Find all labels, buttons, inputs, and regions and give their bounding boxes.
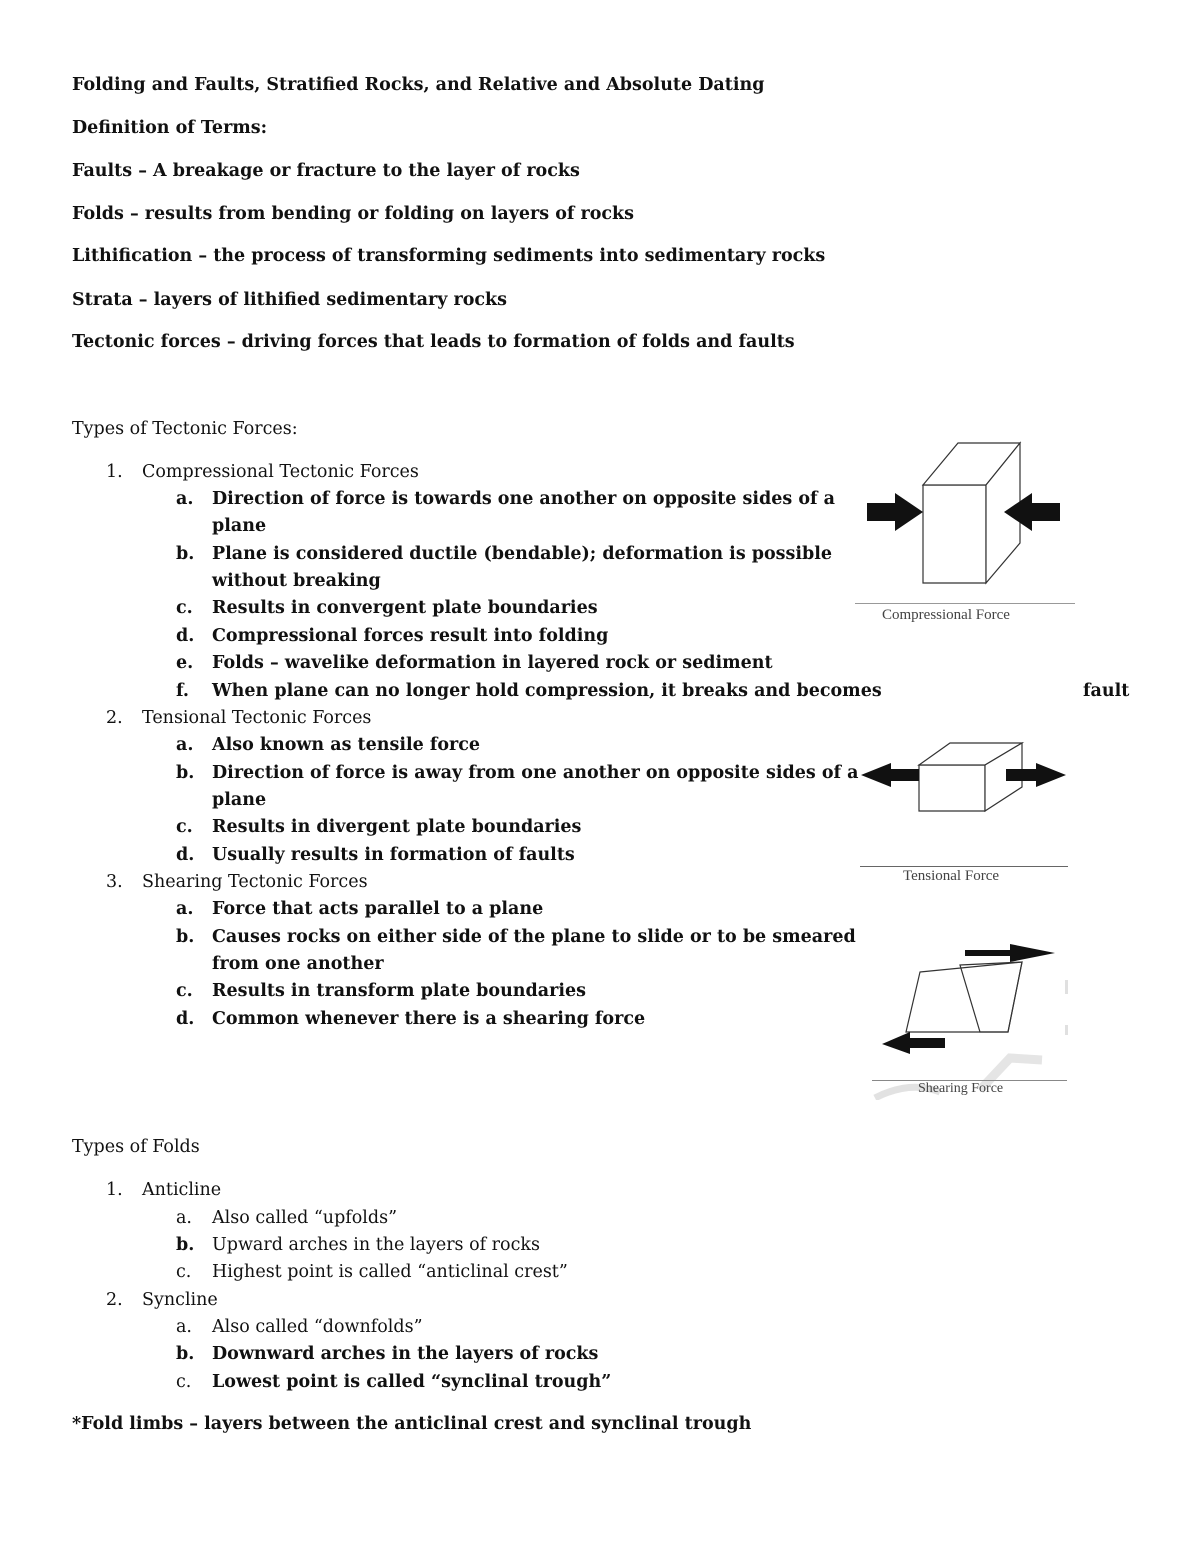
fold-label-syncline: Syncline bbox=[142, 1290, 218, 1310]
definition-folds: Folds – results from bending or folding on layers of rocks bbox=[72, 204, 635, 224]
list-letter: a. bbox=[176, 489, 194, 509]
fold-label-anticline: Anticline bbox=[142, 1180, 222, 1200]
list-item-continued: plane bbox=[212, 790, 267, 810]
list-letter: d. bbox=[176, 626, 195, 646]
list-letter: a. bbox=[176, 1208, 192, 1228]
list-item: Plane is considered ductile (bendable); deformation is possible bbox=[212, 544, 833, 564]
list-item: Results in transform plate boundaries bbox=[212, 981, 586, 1001]
folds-heading: Types of Folds bbox=[72, 1137, 200, 1157]
list-letter: c. bbox=[176, 981, 193, 1001]
force-number: 1. bbox=[106, 462, 123, 482]
list-item: Also known as tensile force bbox=[212, 735, 481, 755]
page-title: Folding and Faults, Stratified Rocks, and Relative and Absolute Dating bbox=[72, 75, 765, 95]
definition-lithification: Lithification – the process of transforming sediments into sedimentary rocks bbox=[72, 246, 826, 266]
list-item: Results in divergent plate boundaries bbox=[212, 817, 582, 837]
list-letter: f. bbox=[176, 681, 189, 701]
force-label-compressional: Compressional Tectonic Forces bbox=[142, 462, 419, 482]
list-letter: c. bbox=[176, 598, 193, 618]
list-item: Causes rocks on either side of the plane to slide or to be smeared bbox=[212, 927, 856, 947]
list-item-trailing-word: fault bbox=[1083, 681, 1130, 701]
fold-number: 1. bbox=[106, 1180, 123, 1200]
list-item: Compressional forces result into folding bbox=[212, 626, 609, 646]
list-item: Also called “upfolds” bbox=[212, 1208, 398, 1228]
footnote: *Fold limbs – layers between the anticlinal crest and synclinal trough bbox=[72, 1414, 752, 1434]
list-item: Lowest point is called “synclinal trough” bbox=[212, 1372, 612, 1392]
definition-faults: Faults – A breakage or fracture to the layer of rocks bbox=[72, 161, 580, 181]
list-letter: b. bbox=[176, 1344, 195, 1364]
compressional-force-caption: Compressional Force bbox=[882, 607, 1010, 623]
forces-heading: Types of Tectonic Forces: bbox=[72, 419, 298, 439]
force-label-tensional: Tensional Tectonic Forces bbox=[142, 708, 372, 728]
list-item: Force that acts parallel to a plane bbox=[212, 899, 544, 919]
list-item: When plane can no longer hold compression, it breaks and becomes bbox=[212, 681, 882, 701]
list-item: Downward arches in the layers of rocks bbox=[212, 1344, 599, 1364]
force-label-shearing: Shearing Tectonic Forces bbox=[142, 872, 368, 892]
list-item: Results in convergent plate boundaries bbox=[212, 598, 598, 618]
list-letter: c. bbox=[176, 817, 193, 837]
compressional-force-figure bbox=[855, 435, 1080, 595]
list-item: Folds – wavelike deformation in layered rock or sediment bbox=[212, 653, 773, 673]
definition-strata: Strata – layers of lithified sedimentary rocks bbox=[72, 290, 507, 310]
list-letter: b. bbox=[176, 1235, 195, 1255]
force-number: 3. bbox=[106, 872, 123, 892]
list-letter: b. bbox=[176, 763, 195, 783]
list-letter: c. bbox=[176, 1372, 192, 1392]
list-letter: d. bbox=[176, 1009, 195, 1029]
list-item: Also called “downfolds” bbox=[212, 1317, 423, 1337]
list-item: Usually results in formation of faults bbox=[212, 845, 575, 865]
definitions-heading: Definition of Terms: bbox=[72, 118, 268, 138]
force-number: 2. bbox=[106, 708, 123, 728]
list-item-continued: without breaking bbox=[212, 571, 381, 591]
list-item: Common whenever there is a shearing force bbox=[212, 1009, 646, 1029]
list-letter: c. bbox=[176, 1262, 192, 1282]
tensional-force-figure bbox=[855, 735, 1075, 820]
list-letter: b. bbox=[176, 544, 195, 564]
list-item: Direction of force is away from one another on opposite sides of a bbox=[212, 763, 859, 783]
figure-rule bbox=[855, 603, 1075, 604]
list-item-continued: plane bbox=[212, 516, 267, 536]
list-letter: a. bbox=[176, 1317, 192, 1337]
figure-rule bbox=[860, 866, 1068, 867]
list-item: Upward arches in the layers of rocks bbox=[212, 1235, 540, 1255]
fold-number: 2. bbox=[106, 1290, 123, 1310]
list-letter: e. bbox=[176, 653, 194, 673]
definition-tectonic-forces: Tectonic forces – driving forces that leads to formation of folds and faults bbox=[72, 332, 795, 352]
list-item: Highest point is called “anticlinal crest” bbox=[212, 1262, 568, 1282]
list-letter: b. bbox=[176, 927, 195, 947]
tensional-force-caption: Tensional Force bbox=[903, 868, 1000, 884]
list-letter: d. bbox=[176, 845, 195, 865]
shearing-force-figure bbox=[870, 940, 1070, 1100]
shearing-force-caption: Shearing Force bbox=[918, 1081, 1004, 1096]
list-item: Direction of force is towards one another on opposite sides of a bbox=[212, 489, 835, 509]
list-letter: a. bbox=[176, 899, 194, 919]
list-letter: a. bbox=[176, 735, 194, 755]
list-item-continued: from one another bbox=[212, 954, 384, 974]
